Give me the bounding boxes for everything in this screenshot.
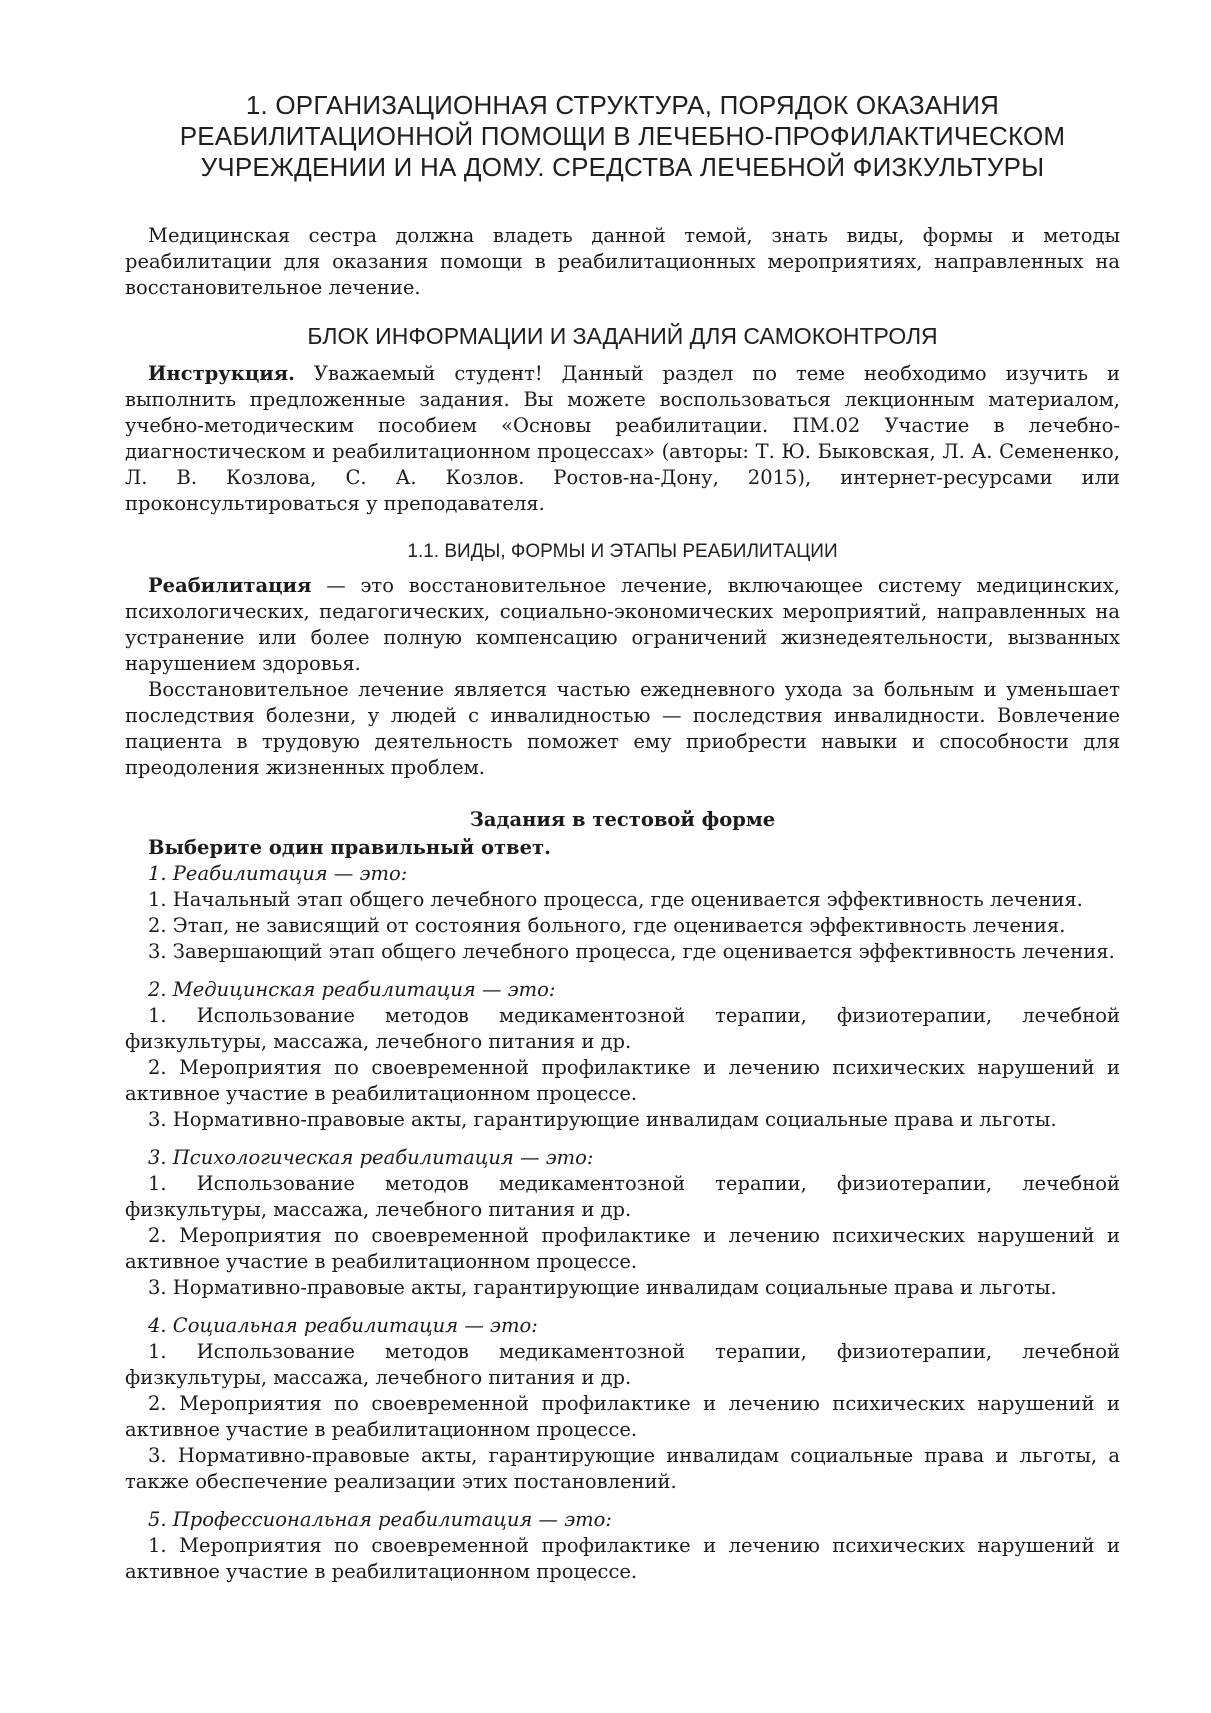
choose-instruction xyxy=(125,835,1120,861)
question-title-text: 3. Психологическая реабилитация — это xyxy=(148,1146,587,1169)
question-title: 5. Профессиональная реабилитация — это: xyxy=(148,1508,612,1531)
question-3 xyxy=(125,1145,1120,1301)
answer-option: 1. Использование методов медикаментозной терапии, физиотерапии, лечебной физкультуры, массажа, лечебного питания и др. xyxy=(125,1172,1120,1221)
answer-option: 1. Мероприятия по своевременной профилактике и лечению психических нарушений и активное участие в реабилитационном процессе. xyxy=(125,1534,1120,1583)
chapter-title-line-1: 1. ОРГАНИЗАЦИОННАЯ СТРУКТУРА, ПОРЯДОК ОКАЗАНИЯ xyxy=(245,90,1000,120)
block-title: БЛОК ИНФОРМАЦИИ И ЗАДАНИЙ ДЛЯ САМОКОНТРОЛЯ xyxy=(307,323,938,349)
answer-option: 1. Использование методов медикаментозной терапии, физиотерапии, лечебной физкультуры, массажа, лечебного питания и др. xyxy=(125,1004,1120,1053)
paragraph-2: Восстановительное лечение является частью ежедневного ухода за больным и уменьшает последствия болезни, у людей с инвалидностью — последствия инвалидности. Вовлечение пациента в трудовую деятельность поможет ему приобрести навыки и способности для преодоления жизненных проблем. xyxy=(125,678,1120,779)
answer-option: 3. Завершающий этап общего лечебного процесса, где оценивается эффективность лечения. xyxy=(148,940,1115,963)
chapter-title xyxy=(125,90,1120,183)
question-title: 4. Социальная реабилитация — это: xyxy=(148,1314,538,1337)
question-title-text: 1. Реабилитация — это xyxy=(148,862,401,885)
document-page xyxy=(125,90,1120,1585)
question-title-text: 4. Социальная реабилитация — это xyxy=(148,1314,532,1337)
question-title: 2. Медицинская реабилитация — это: xyxy=(148,978,556,1001)
instruction-paragraph xyxy=(125,361,1120,517)
question-4 xyxy=(125,1313,1120,1495)
answer-option: 1. Начальный этап общего лечебного процесса, где оценивается эффективность лечения. xyxy=(148,888,1083,911)
question-list xyxy=(125,861,1120,1585)
definition-term: Реабилитация xyxy=(148,574,312,597)
choose-label: Выберите один правильный ответ. xyxy=(148,836,551,859)
instruction-text: Уважаемый студент! Данный раздел по теме необходимо изучить и выполнить предложенные задания. Вы можете воспользоваться лекционным материалом, учебно-методическим пособием «Основы реабилитации. ПМ.02 Участие в лечебно-диагностическом и реабилитационном процессах» (авторы: Т. Ю. Быковская, Л. А. Семененко, Л. В. Козлова, С. А. Козлов. Ростов-на-Дону, 2015), интернет-ресурсами или проконсультироваться у преподавателя. xyxy=(125,362,1120,515)
chapter-title-line-3: УЧРЕЖДЕНИИ И НА ДОМУ. СРЕДСТВА ЛЕЧЕБНОЙ ФИЗКУЛЬТУРЫ xyxy=(200,152,1045,182)
answer-option: 2. Мероприятия по своевременной профилактике и лечению психических нарушений и активное участие в реабилитационном процессе. xyxy=(125,1392,1120,1441)
question-1 xyxy=(125,861,1120,965)
answer-option: 3. Нормативно-правовые акты, гарантирующие инвалидам социальные права и льготы. xyxy=(148,1276,1057,1299)
definition-text: — это восстановительное лечение, включающее систему медицинских, психологических, педагогических, социально-экономических мероприятий, направленных на устранение или более полную компенсацию ограничений жизнедеятельности, вызванных нарушением здоровья. xyxy=(125,574,1120,675)
answer-option: 3. Нормативно-правовые акты, гарантирующие инвалидам социальные права и льготы. xyxy=(148,1108,1057,1131)
question-2 xyxy=(125,977,1120,1133)
answer-option: 2. Мероприятия по своевременной профилактике и лечению психических нарушений и активное участие в реабилитационном процессе. xyxy=(125,1056,1120,1105)
question-title-text: 2. Медицинская реабилитация — это xyxy=(148,978,549,1001)
subsection-title: 1.1. ВИДЫ, ФОРМЫ И ЭТАПЫ РЕАБИЛИТАЦИИ xyxy=(407,541,838,562)
answer-option: 3. Нормативно-правовые акты, гарантирующие инвалидам социальные права и льготы, а также обеспечение реализации этих постановлений. xyxy=(125,1444,1120,1493)
question-5 xyxy=(125,1507,1120,1585)
answer-option: 1. Использование методов медикаментозной терапии, физиотерапии, лечебной физкультуры, массажа, лечебного питания и др. xyxy=(125,1340,1120,1389)
answer-option: 2. Мероприятия по своевременной профилактике и лечению психических нарушений и активное участие в реабилитационном процессе. xyxy=(125,1224,1120,1273)
intro-paragraph: Медицинская сестра должна владеть данной темой, знать виды, формы и методы реабилитации для оказания помощи в реабилитационных мероприятиях, направленных на восстановительное лечение. xyxy=(125,224,1120,299)
definition-paragraph xyxy=(125,573,1120,677)
question-title: 3. Психологическая реабилитация — это: xyxy=(148,1146,594,1169)
question-title: 1. Реабилитация — это: xyxy=(148,862,408,885)
answer-option: 2. Этап, не зависящий от состояния больного, где оценивается эффективность лечения. xyxy=(148,914,1066,937)
tasks-heading: Задания в тестовой форме xyxy=(469,808,776,831)
instruction-label: Инструкция. xyxy=(148,362,295,385)
question-title-text: 5. Профессиональная реабилитация — это xyxy=(148,1508,606,1531)
chapter-title-line-2: РЕАБИЛИТАЦИОННОЙ ПОМОЩИ В ЛЕЧЕБНО-ПРОФИЛАКТИЧЕСКОМ xyxy=(179,121,1066,151)
